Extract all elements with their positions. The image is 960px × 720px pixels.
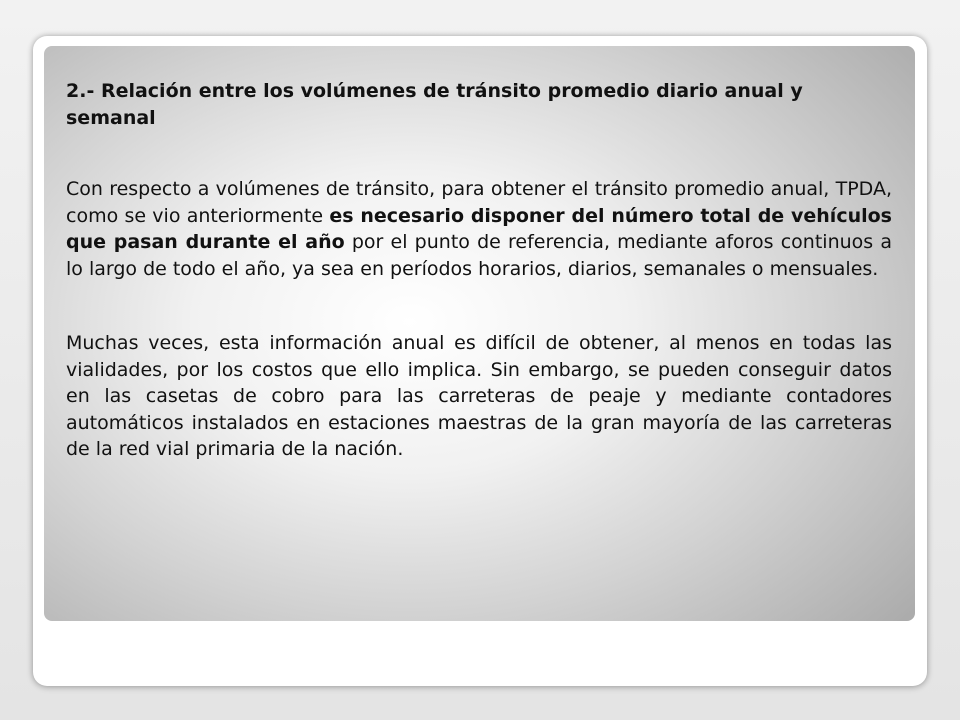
paragraph-tpda — [66, 176, 892, 282]
paragraph-tpda-text-start: Con respecto a volúmenes de tránsito, para obtener el tránsito promedio anual, TPDA, como se vio anteriormente — [66, 178, 892, 227]
paragraph-tpda-bold-text: es necesario disponer del número total de vehículos que pasan durante el año — [66, 204, 892, 253]
paragraph-tpda-text-end: por el punto de referencia, mediante aforos continuos a lo largo de todo el año, ya sea en períodos horarios, diarios, semanales o mensuales. — [66, 231, 892, 280]
slide-title: 2.- Relación entre los volúmenes de tránsito promedio diario anual y semanal — [66, 80, 803, 129]
paragraph-data-sources: Muchas veces, esta información anual es difícil de obtener, al menos en todas las vialidades, por los costos que ello implica. Sin embargo, se pueden conseguir datos en las casetas de cobro para las carreteras de peaje y mediante contadores automáticos instalados en estaciones maestras de la gran mayoría de las carreteras de la red vial primaria de la nación. — [66, 332, 892, 460]
content-panel — [44, 46, 915, 621]
